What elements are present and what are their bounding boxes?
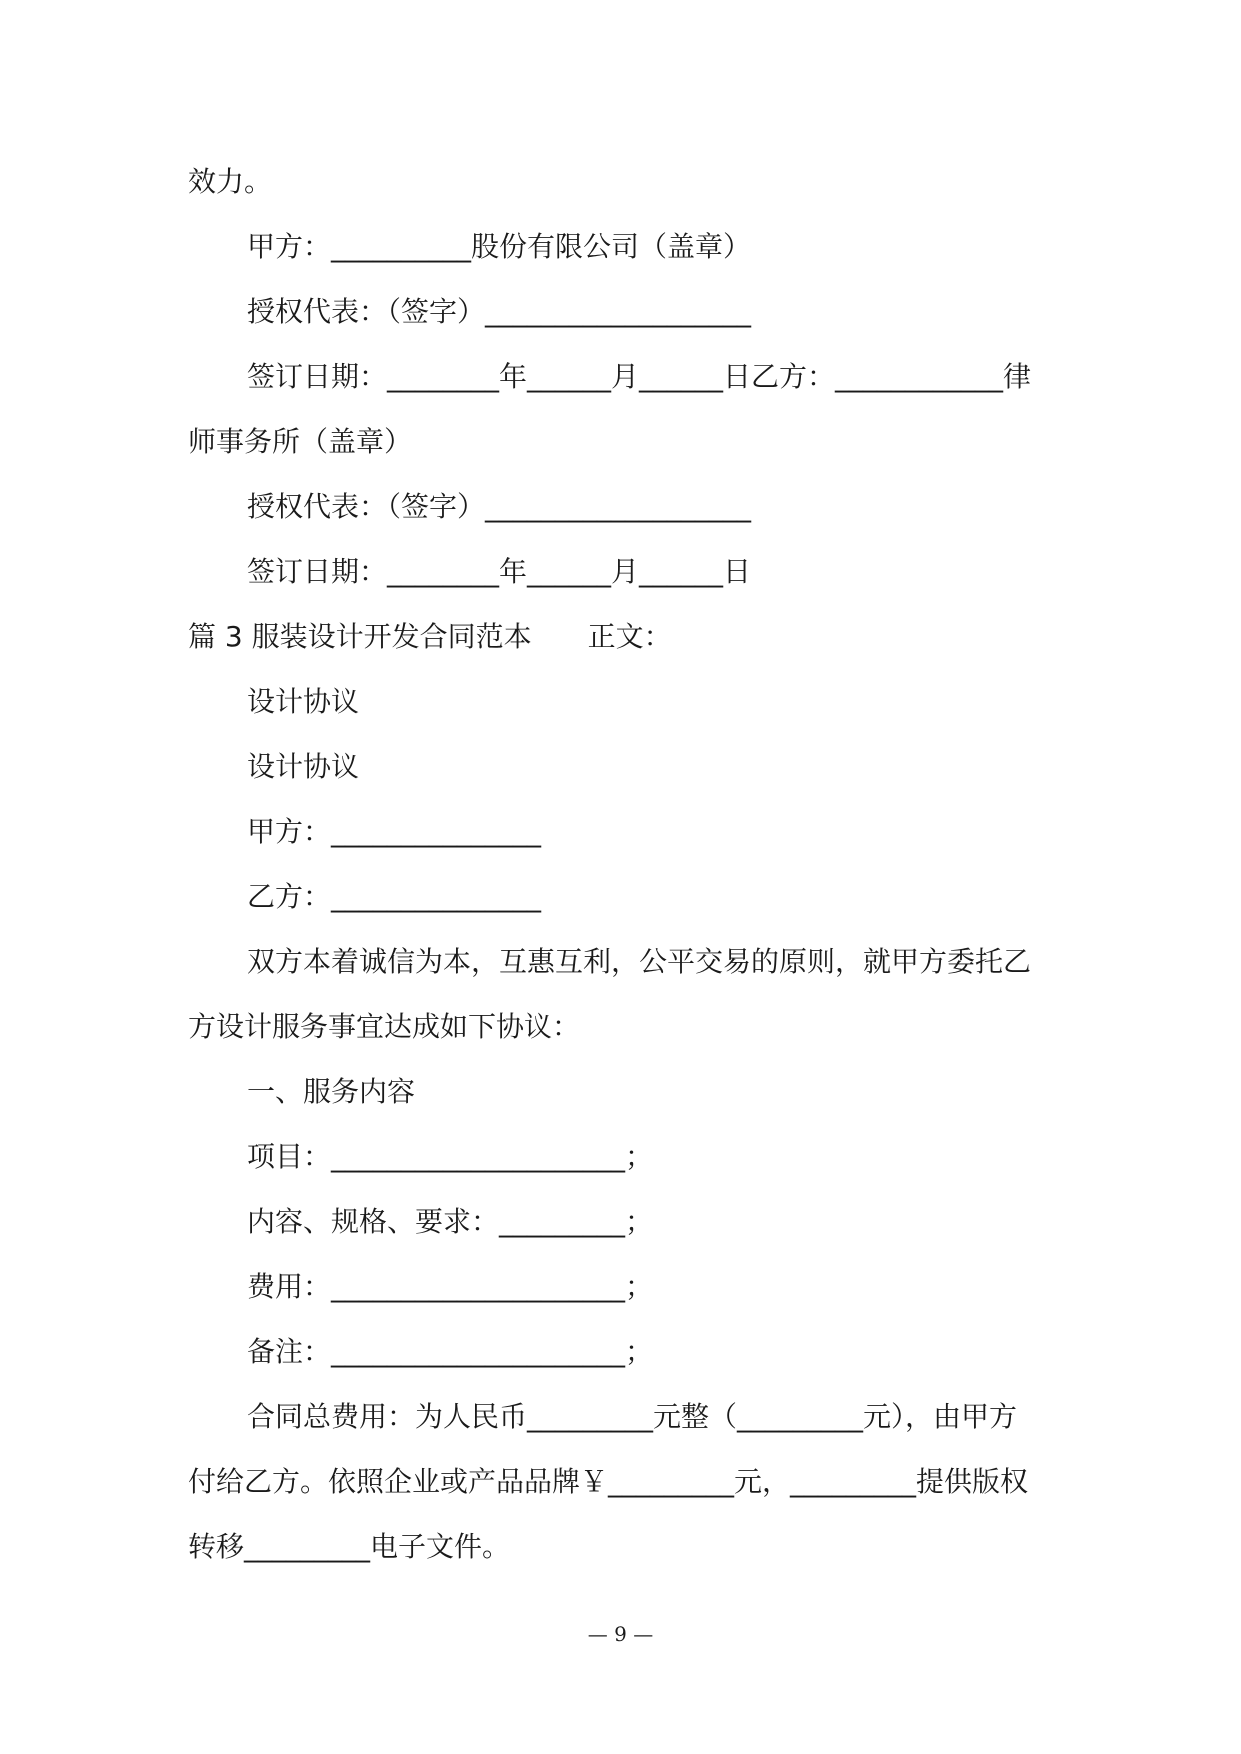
text-line: 甲方：_______________	[247, 815, 542, 848]
page-number: — 9 —	[587, 1622, 654, 1646]
text-line: 项目：_____________________；	[247, 1140, 654, 1173]
text-line: 内容、规格、要求：_________；	[247, 1205, 654, 1238]
text-line: 效力。	[188, 165, 273, 198]
text-line: 合同总费用：为人民币_________元整（_________元），由甲方	[247, 1400, 1018, 1433]
text-line: 费用：_____________________；	[247, 1270, 654, 1303]
text-line: 签订日期：________年______月______日乙方：____________律	[247, 360, 1032, 393]
text-line: 一、服务内容	[247, 1075, 416, 1108]
text-line: 转移_________电子文件。	[188, 1530, 511, 1563]
text-line: 乙方：_______________	[247, 880, 542, 913]
text-line: 签订日期：________年______月______日	[247, 555, 752, 588]
text-line: 付给乙方。依照企业或产品品牌￥_________元，_________提供版权	[188, 1465, 1029, 1498]
text-line: 备注：_____________________；	[247, 1335, 654, 1368]
text-line: 授权代表：（签字）___________________	[247, 490, 752, 523]
section-heading: 篇 3 服装设计开发合同范本 正文：	[188, 620, 672, 653]
text-line: 设计协议	[247, 685, 360, 718]
text-line: 甲方：__________股份有限公司（盖章）	[247, 230, 752, 263]
text-line: 方设计服务事宜达成如下协议：	[188, 1010, 581, 1043]
text-line: 双方本着诚信为本，互惠互利，公平交易的原则，就甲方委托乙	[247, 945, 1032, 978]
text-line: 师事务所（盖章）	[188, 425, 413, 458]
text-line: 授权代表：（签字）___________________	[247, 295, 752, 328]
text-line: 设计协议	[247, 750, 360, 783]
